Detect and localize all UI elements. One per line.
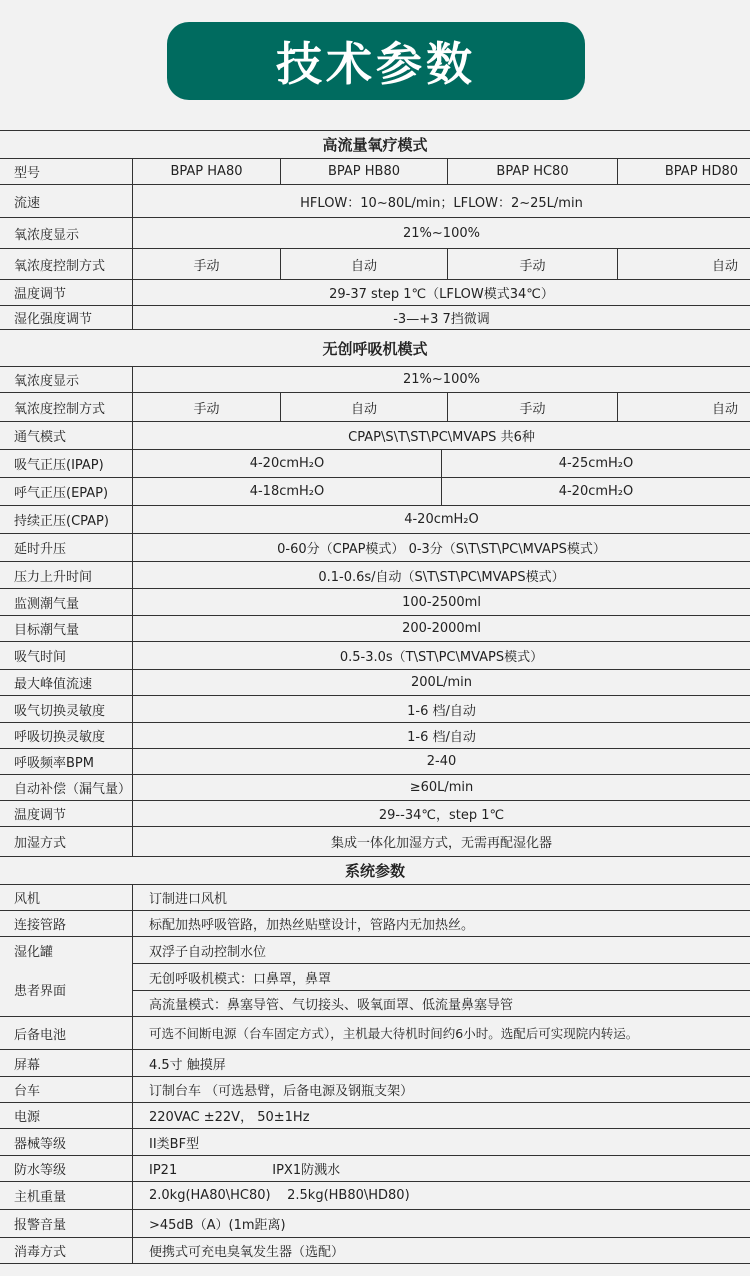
section-header-hfnc [0,131,750,159]
table-row [0,422,750,450]
row-label: 通气模式 [14,430,67,445]
row-label: 氧浓度控制方式 [14,401,106,417]
cell: 无创呼吸机模式：口鼻罩，鼻罩 [133,963,750,990]
table-row [0,670,750,696]
table-row [0,1077,750,1103]
table-row [0,534,750,562]
row-label: 吸气正压(IPAP) [14,458,104,473]
row-label: 湿化罐 [14,944,54,960]
row-label: 后备电池 [14,1027,67,1043]
row-label: 连接管路 [14,918,67,933]
section-title: 无创呼吸机模式 [322,339,428,358]
row-label: 吸气时间 [14,650,67,665]
row-label: 目标潮气量 [14,623,80,638]
cell: 集成一体化加湿方式，无需再配湿化器 [132,827,750,856]
cell: 0.5-3.0s（T\ST\PC\MVAPS模式） [132,642,750,669]
table-row [0,827,750,857]
row-label: 型号 [14,166,41,181]
cell: BPAP HC80 [447,159,617,184]
cell: 2.0kg(HA80\HC80) 2.5kg(HB80\HD80) [132,1182,750,1209]
cell: 高流量模式：鼻塞导管、气切接头、吸氧面罩、低流量鼻塞导管 [133,990,750,1016]
cell: 手动 [447,393,617,421]
table-row [0,749,750,775]
cell-group [132,937,750,1016]
row-label: 消毒方式 [14,1245,67,1260]
cell: 200L/min [132,670,750,695]
row-label: 氧浓度控制方式 [14,258,106,274]
table-row [0,306,750,330]
table-row [0,1103,750,1129]
table-row [0,1238,750,1264]
table-row [0,218,750,249]
cell: HFLOW：10~80L/min；LFLOW：2~25L/min [132,185,750,217]
cell: 自动 [280,393,447,421]
cell: 2-40 [132,749,750,774]
page-title: 技术参数 [276,37,476,91]
cell: 自动 [617,249,750,279]
table-row [0,1017,750,1050]
table-row [0,642,750,670]
page-title-banner [167,22,585,100]
table-row [0,911,750,937]
section-title: 系统参数 [344,862,405,880]
cell: 0-60分（CPAP模式） 0-3分（S\T\ST\PC\MVAPS模式） [132,534,750,561]
cell: 100-2500ml [132,589,750,615]
table-row [0,159,750,185]
cell: 29-37 step 1℃（LFLOW模式34℃） [132,280,750,305]
section-title: 高流量氧疗模式 [322,136,428,154]
table-row [0,885,750,911]
table-row [0,249,750,280]
row-label: 患者界面 [14,984,67,999]
cell: CPAP\S\T\ST\PC\MVAPS 共6种 [132,422,750,449]
table-row [0,1210,750,1238]
cell: 4.5寸 触摸屏 [132,1050,750,1076]
table-row [0,1156,750,1182]
row-label: 主机重量 [14,1190,67,1205]
cell: 4-18cmH₂O [132,478,441,505]
row-label: 呼吸切换灵敏度 [14,730,106,745]
row-label: 风机 [14,892,41,907]
row-label: 持续正压(CPAP) [14,514,109,529]
table-row [0,1129,750,1156]
table-row [0,506,750,534]
cell: BPAP HB80 [280,159,447,184]
row-label: 电源 [14,1110,41,1125]
table-row [0,696,750,723]
row-label: 压力上升时间 [14,569,93,585]
cell: 4-20cmH₂O [132,450,441,477]
row-label-group [0,937,132,1016]
table-row-humidifier-interface [0,937,750,1017]
cell: 4-20cmH₂O [132,506,750,533]
row-label: 器械等级 [14,1136,67,1152]
row-label: 氧浓度显示 [14,227,80,243]
spec-table [0,130,750,1264]
row-label: 温度调节 [14,808,67,823]
table-row [0,723,750,749]
cell: 自动 [617,393,750,421]
table-row [0,616,750,642]
table-row [0,775,750,801]
row-label: 湿化强度调节 [14,312,93,327]
row-label: 报警音量 [14,1218,67,1233]
cell: >45dB（A）(1m距离) [132,1210,750,1237]
section-header-sys [0,857,750,885]
section-header-niv [0,330,750,367]
row-label: 最大峰值流速 [14,677,93,692]
cell: 1-6 档/自动 [132,723,750,748]
cell: 21%~100% [132,218,750,248]
cell: II类BF型 [132,1129,750,1155]
cell: 4-20cmH₂O [441,478,750,505]
cell: 订制台车 （可选悬臂，后备电源及钢瓶支架） [132,1077,750,1102]
cell: 标配加热呼吸管路，加热丝贴壁设计，管路内无加热丝。 [132,911,750,936]
row-label: 延时升压 [14,542,67,557]
cell: 手动 [447,249,617,279]
cell: -3—+3 7挡微调 [132,306,750,329]
row-label: 监测潮气量 [14,596,80,612]
cell: 200-2000ml [132,616,750,641]
table-row [0,185,750,218]
table-row [0,801,750,827]
cell: 手动 [132,393,280,421]
row-label: 自动补偿（漏气量） [14,782,132,797]
table-row [0,562,750,589]
row-label: 吸气切换灵敏度 [14,703,106,719]
table-row [0,1182,750,1210]
cell: 手动 [132,249,280,279]
cell: 1-6 档/自动 [132,696,750,722]
row-label: 温度调节 [14,287,67,302]
cell: 自动 [280,249,447,279]
cell: BPAP HD80 [617,159,750,184]
row-label: 流速 [14,195,41,211]
cell: 双浮子自动控制水位 [149,944,267,960]
cell: 220VAC ±22V， 50±1Hz [132,1103,750,1128]
row-label: 呼吸频率BPM [14,756,94,771]
table-row [0,1050,750,1077]
cell: 29--34℃，step 1℃ [132,801,750,826]
table-row [0,478,750,506]
cell: IP21 IPX1防溅水 [132,1156,750,1181]
table-row [0,393,750,422]
cell: BPAP HA80 [132,159,280,184]
row-label: 防水等级 [14,1163,67,1178]
row-label: 氧浓度显示 [14,374,80,389]
cell: 便携式可充电臭氧发生器（选配） [132,1238,750,1263]
table-row [0,450,750,478]
row-label: 加湿方式 [14,836,67,851]
cell: 21%~100% [132,367,750,392]
row-label: 屏幕 [14,1057,41,1073]
table-row [0,589,750,616]
table-row [0,367,750,393]
cell: 0.1-0.6s/自动（S\T\ST\PC\MVAPS模式） [132,562,750,588]
cell: 4-25cmH₂O [441,450,750,477]
row-label: 台车 [14,1084,41,1099]
row-label: 呼气正压(EPAP) [14,486,109,501]
cell: ≥60L/min [132,775,750,800]
table-row [0,280,750,306]
cell: 订制进口风机 [132,885,750,910]
cell: 可选不间断电源（台车固定方式），主机最大待机时间约6小时。选配后可实现院内转运。 [132,1017,750,1049]
